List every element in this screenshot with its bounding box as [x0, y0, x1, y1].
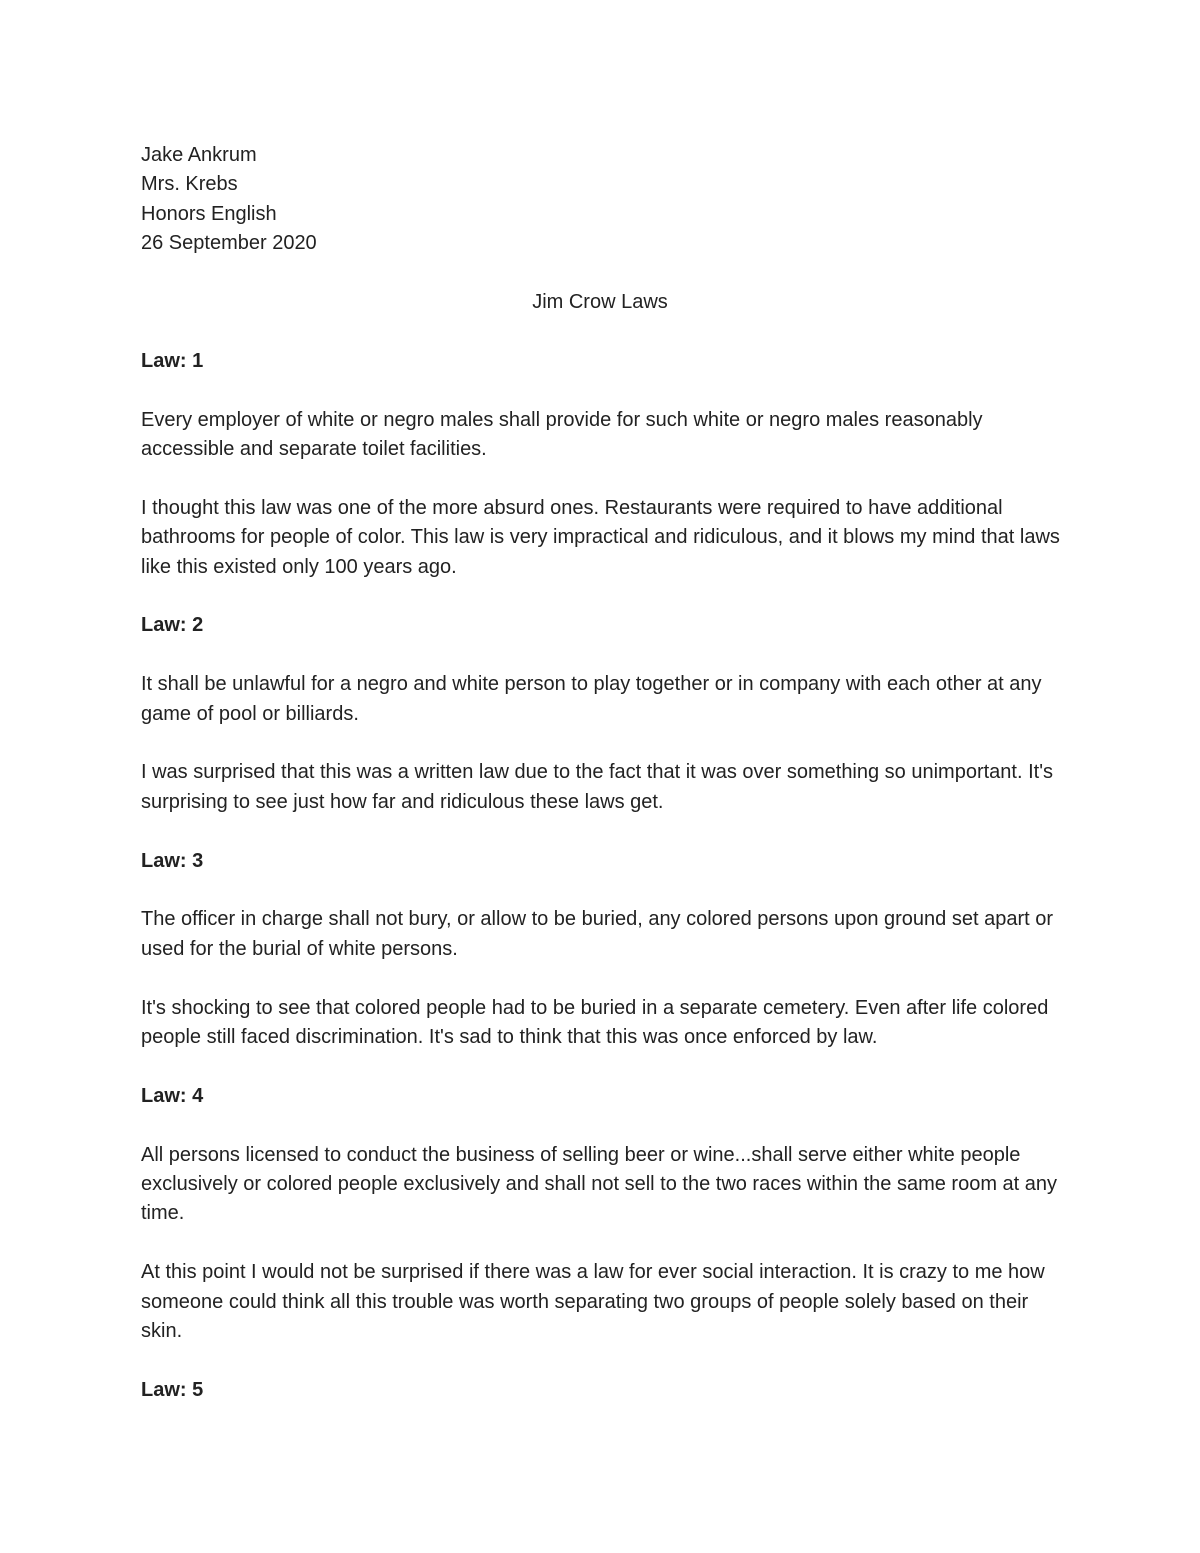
law-response: It's shocking to see that colored people had to be buried in a separate cemetery. Even after life colored people still faced discrimination. It's sad to think that this was once enforced by law. — [141, 996, 1049, 1049]
header-block — [141, 141, 1071, 259]
law-heading: Law: 2 — [141, 614, 204, 637]
law-text: It shall be unlawful for a negro and white person to play together or in company with each other at any game of pool or billiards. — [141, 673, 1042, 725]
document-date: 26 September 2020 — [141, 232, 317, 255]
law-text: Every employer of white or negro males shall provide for such white or negro males reasonably accessible and separate toilet facilities. — [141, 408, 983, 461]
teacher-name: Mrs. Krebs — [141, 173, 238, 196]
law-heading: Law: 3 — [141, 849, 204, 872]
law-response: At this point I would not be surprised if there was a law for ever social interaction. It is crazy to me how someone could think all this trouble was worth separating two groups of people solely based on their skin. — [141, 1261, 1045, 1343]
course-name: Honors English — [141, 202, 277, 225]
law-heading: Law: 1 — [141, 349, 204, 372]
student-name: Jake Ankrum — [141, 144, 257, 166]
law-section-5 — [141, 1376, 1071, 1405]
law-text: All persons licensed to conduct the business of selling beer or wine...shall serve either white people exclusively or colored people exclusively and shall not sell to the two races within the same room at any time. — [141, 1143, 1058, 1225]
law-section-4 — [141, 1082, 1071, 1347]
law-response: I thought this law was one of the more absurd ones. Restaurants were required to have additional bathrooms for people of color. This law is very impractical and ridiculous, and it blows my mind that laws like this existed only 100 years ago. — [141, 496, 1060, 578]
law-response: I was surprised that this was a written law due to the fact that it was over something so unimportant. It's surprising to see just how far and ridiculous these laws get. — [141, 761, 1054, 813]
law-section-1 — [141, 347, 1071, 582]
law-heading: Law: 4 — [141, 1084, 204, 1107]
document-body — [141, 141, 1071, 1435]
document-title: Jim Crow Laws — [532, 291, 668, 314]
law-section-2 — [141, 611, 1071, 817]
law-text: The officer in charge shall not bury, or allow to be buried, any colored persons upon ground set apart or used for the burial of white persons. — [141, 908, 1054, 960]
law-section-3 — [141, 847, 1071, 1053]
law-heading: Law: 5 — [141, 1378, 204, 1401]
